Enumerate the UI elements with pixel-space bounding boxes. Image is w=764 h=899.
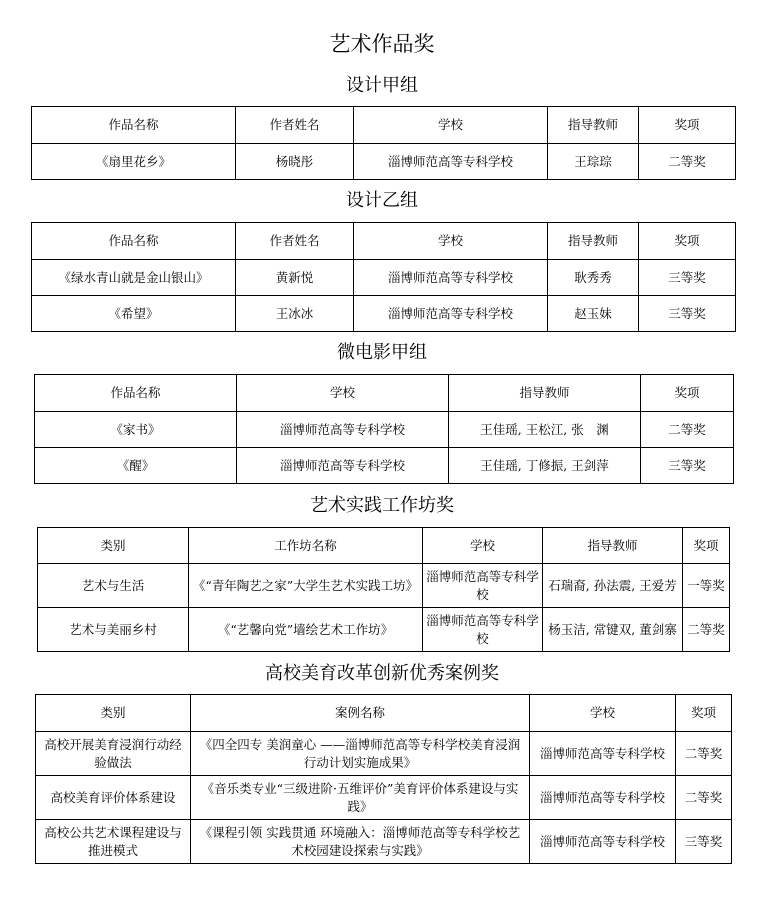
table-cell: 杨玉洁, 常键双, 董剑寨 (543, 608, 683, 652)
table-design-b (31, 222, 736, 332)
table-cell: 艺术与生活 (38, 564, 189, 608)
table-microfilm-a (34, 374, 734, 484)
header-cell: 奖项 (683, 528, 730, 564)
table-cell: 二等奖 (683, 608, 730, 652)
header-cell: 奖项 (639, 223, 736, 260)
table-cell: 石瑞裔, 孙法震, 王爱芳 (543, 564, 683, 608)
table-cell: 一等奖 (683, 564, 730, 608)
header-cell: 指导教师 (548, 107, 639, 144)
header-cell: 奖项 (641, 375, 734, 412)
table-cell: 《“艺馨向党”墙绘艺术工作坊》 (189, 608, 423, 652)
table-cell: 《音乐类专业“三级进阶·五维评价”美育评价体系建设与实践》 (191, 776, 530, 820)
table-row (32, 296, 736, 332)
header-cell: 类别 (38, 528, 189, 564)
header-cell: 学校 (530, 695, 676, 732)
table-cell: 淄博师范高等专科学校 (530, 732, 676, 776)
table-row (36, 776, 732, 820)
table-cell: 淄博师范高等专科学校 (354, 260, 548, 296)
table-cell: 《课程引领 实践贯通 环境融入：淄博师范高等专科学校艺术校园建设探索与实践》 (191, 820, 530, 864)
header-cell: 案例名称 (191, 695, 530, 732)
table-cell: 艺术与美丽乡村 (38, 608, 189, 652)
table-row (35, 412, 734, 448)
table-cell: 《扇里花乡》 (32, 144, 236, 180)
table-cell: 三等奖 (639, 296, 736, 332)
table-header-row (38, 528, 730, 564)
table-cell: 王琮琮 (548, 144, 639, 180)
header-cell: 作品名称 (32, 223, 236, 260)
header-cell: 指导教师 (548, 223, 639, 260)
table-cell: 淄博师范高等专科学校 (354, 296, 548, 332)
table-cell: 二等奖 (676, 732, 732, 776)
table-cell: 王冰冰 (236, 296, 354, 332)
table-cell: 《希望》 (32, 296, 236, 332)
header-cell: 类别 (36, 695, 191, 732)
table-cell: 三等奖 (676, 820, 732, 864)
table-cell: 高校美育评价体系建设 (36, 776, 191, 820)
table-cell: 淄博师范高等专科学校 (530, 776, 676, 820)
section-title-case-award: 高校美育改革创新优秀案例奖 (265, 663, 499, 684)
table-row (32, 144, 736, 180)
table-cell: 黄新悦 (236, 260, 354, 296)
table-cell: 王佳瑶, 丁修振, 王剑萍 (449, 448, 641, 484)
header-cell: 作者姓名 (236, 223, 354, 260)
section-title-design-a: 设计甲组 (346, 75, 418, 96)
section-title-microfilm-a: 微电影甲组 (337, 342, 427, 363)
section-title-workshop: 艺术实践工作坊奖 (310, 495, 454, 516)
table-header-row (35, 375, 734, 412)
header-cell: 指导教师 (449, 375, 641, 412)
table-row (36, 732, 732, 776)
table-cell: 二等奖 (676, 776, 732, 820)
table-cell: 淄博师范高等专科学校 (530, 820, 676, 864)
table-cell: 《家书》 (35, 412, 237, 448)
table-cell: 淄博师范高等专科学校 (354, 144, 548, 180)
table-cell: 淄博师范高等专科学校 (423, 608, 543, 652)
header-cell: 学校 (354, 223, 548, 260)
table-cell: 三等奖 (641, 448, 734, 484)
header-cell: 奖项 (639, 107, 736, 144)
table-cell: 三等奖 (639, 260, 736, 296)
table-cell: 杨晓彤 (236, 144, 354, 180)
table-cell: 《四全四专 美润童心 ——淄博师范高等专科学校美育浸润行动计划实施成果》 (191, 732, 530, 776)
header-cell: 学校 (237, 375, 449, 412)
table-case-award (35, 694, 732, 864)
table-cell: 淄博师范高等专科学校 (237, 448, 449, 484)
header-cell: 工作坊名称 (189, 528, 423, 564)
section-title-design-b: 设计乙组 (346, 190, 418, 211)
table-cell: 淄博师范高等专科学校 (237, 412, 449, 448)
table-cell: 耿秀秀 (548, 260, 639, 296)
header-cell: 作品名称 (32, 107, 236, 144)
table-row (35, 448, 734, 484)
table-cell: 赵玉妹 (548, 296, 639, 332)
table-cell: 《“青年陶艺之家”大学生艺术实践工坊》 (189, 564, 423, 608)
table-row (38, 564, 730, 608)
table-cell: 《醒》 (35, 448, 237, 484)
table-cell: 二等奖 (641, 412, 734, 448)
table-design-a (31, 106, 736, 180)
table-cell: 王佳瑶, 王松江, 张 渊 (449, 412, 641, 448)
table-header-row (32, 107, 736, 144)
header-cell: 学校 (354, 107, 548, 144)
table-cell: 淄博师范高等专科学校 (423, 564, 543, 608)
table-cell: 二等奖 (639, 144, 736, 180)
header-cell: 作者姓名 (236, 107, 354, 144)
header-cell: 作品名称 (35, 375, 237, 412)
table-row (32, 260, 736, 296)
table-cell: 高校公共艺术课程建设与推进模式 (36, 820, 191, 864)
table-cell: 高校开展美育浸润行动经验做法 (36, 732, 191, 776)
header-cell: 奖项 (676, 695, 732, 732)
header-cell: 学校 (423, 528, 543, 564)
table-header-row (32, 223, 736, 260)
table-row (38, 608, 730, 652)
table-workshop (37, 527, 730, 652)
table-cell: 《绿水青山就是金山银山》 (32, 260, 236, 296)
page-title: 艺术作品奖 (329, 32, 435, 56)
header-cell: 指导教师 (543, 528, 683, 564)
table-row (36, 820, 732, 864)
table-header-row (36, 695, 732, 732)
